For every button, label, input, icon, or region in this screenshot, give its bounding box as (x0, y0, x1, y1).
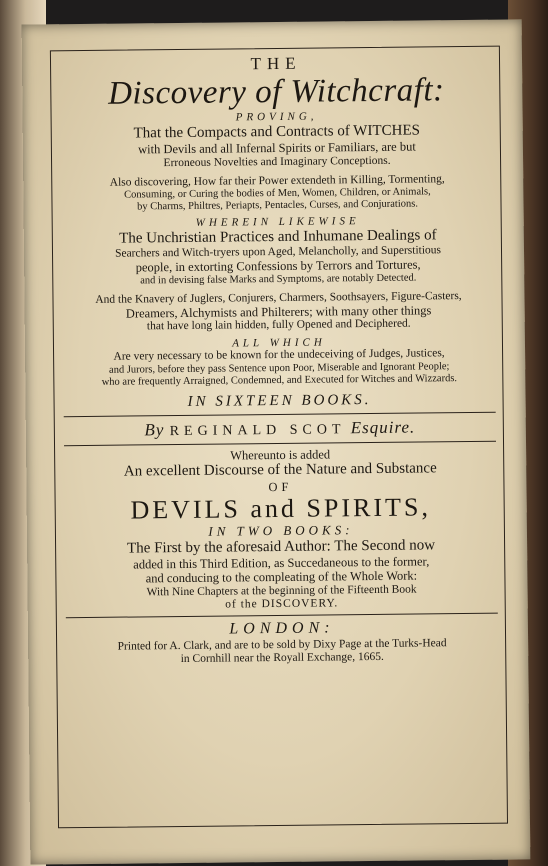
devils-spirits: DEVILS and SPIRITS, (130, 492, 432, 525)
all-which-label: ALL WHICH (232, 336, 326, 350)
text-line: by Charms, Philtres, Periapts, Pentacles, Curses, and Conjurations. (137, 198, 418, 213)
text-line: Searchers and Witch-tryers upon Aged, Melancholly, and Superstitious (114, 244, 442, 260)
text-line: An excellent Discourse of the Nature and Substance (123, 460, 437, 480)
text-line: With Nine Chapters at the beginning of the Fifteenth Book (146, 583, 417, 599)
two-books-label: IN TWO BOOKS: (208, 522, 354, 539)
text-line: with Devils and all Infernal Spirits or Familiars, are but (137, 139, 416, 157)
text-line: Are very necessary to be known for the undeceiving of Judges, Justices, (113, 347, 445, 364)
text-line: added in this Third Edition, as Succedaneous to the former, (133, 554, 430, 572)
text-line: And the Knavery of Juglers, Conjurers, Charmers, Soothsayers, Figure-Casters, (95, 289, 462, 306)
books-count: IN SIXTEEN BOOKS. (187, 391, 372, 410)
text-line: who are frequently Arraigned, Condemned, and Executed for Witches and Wizzards. (101, 372, 458, 388)
text-line: Erroneous Novelties and Imaginary Conceptions. (163, 154, 391, 169)
author-line (60, 417, 500, 442)
author-title: Esquire. (350, 417, 416, 438)
text-line: people, in extorting Confessions by Terrors and Tortures, (135, 257, 421, 275)
wherein-label: WHEREIN LIKEWISE (195, 215, 360, 230)
imprint-line: in Cornhill near the Royall Exchange, 1665. (180, 650, 384, 665)
title-page-text (56, 50, 502, 668)
text-line: of the DISCOVERY. (225, 597, 339, 611)
text-line: and Jurors, before they pass Sentence upon Poor, Miserable and Ignorant People; (108, 360, 450, 376)
text-line: Whereunto is added (230, 447, 331, 463)
text-line: and in devising false Marks and Symptoms, are notably Detected. (140, 272, 417, 287)
author-name: REGINALD SCOT (169, 422, 346, 440)
heading-the: THE (250, 53, 302, 74)
imprint-line: Printed for A. Clark, and are to be sold by Dixy Page at the Turks-Head (117, 636, 447, 653)
text-line: and conducing to the compleating of the Whole Work: (145, 568, 418, 586)
book-title: Discovery of Witchcraft: (107, 71, 445, 112)
proving-label: PROVING, (235, 111, 318, 124)
title-page (22, 19, 531, 864)
text-line: that have long lain hidden, fully Opened and Deciphered. (146, 318, 411, 333)
text-line: Dreamers, Alchymists and Philterers; with many other things (125, 303, 432, 321)
text-line: The Unchristian Practices and Inhumane Dealings of (119, 227, 437, 247)
text-line: Also discovering, How far their Power extendeth in Killing, Tormenting, (109, 173, 445, 189)
text-line: The First by the aforesaid Author: The Second now (127, 537, 436, 557)
author-by: By (144, 420, 165, 440)
text-line: Consuming, or Curing the bodies of Men, Women, Children, or Animals, (124, 186, 431, 201)
imprint-city: LONDON: (229, 619, 335, 638)
text-line: OF (268, 479, 293, 494)
text-line: That the Compacts and Contracts of WITCHES (133, 122, 421, 142)
